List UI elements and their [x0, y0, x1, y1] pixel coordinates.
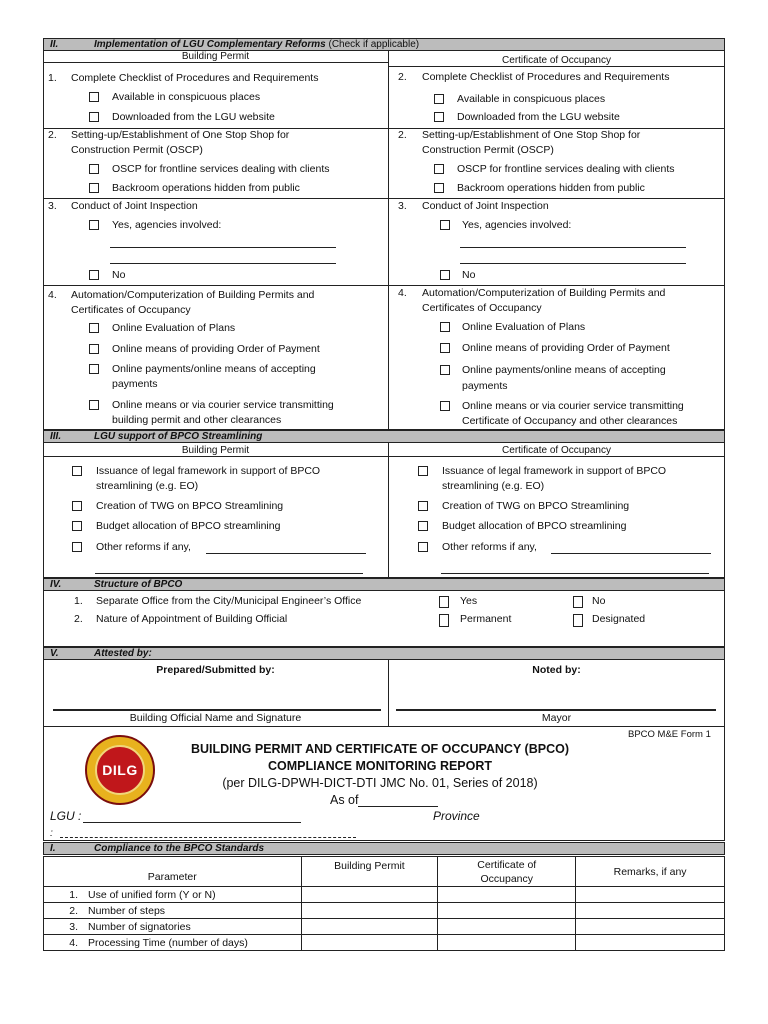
- bp-checkbox-order-payment[interactable]: [89, 344, 99, 354]
- co-support-other: Other reforms if any,: [442, 541, 537, 553]
- appointment-permanent-label: Permanent: [460, 613, 512, 625]
- bp-item-1-number: 1.: [48, 72, 57, 84]
- bp-support-legal-line1: Issuance of legal framework in support of BPCO: [96, 465, 321, 477]
- form-number: BPCO M&E Form 1: [628, 729, 711, 740]
- report-title-line3: (per DILG-DPWH-DICT-DTI JMC No. 01, Series of 2018): [222, 776, 538, 790]
- section-2-co-header: Certificate of Occupancy: [388, 50, 725, 67]
- as-of-date-field[interactable]: [358, 806, 438, 807]
- co-checkbox-available[interactable]: [434, 94, 444, 104]
- section-2-title-text: Implementation of LGU Complementary Reforms: [94, 39, 326, 50]
- checkbox-separate-office-yes[interactable]: [439, 596, 449, 608]
- remarks-cell[interactable]: [576, 887, 725, 903]
- dilg-logo: [85, 735, 155, 805]
- co-support-twg: Creation of TWG on BPCO Streamlining: [442, 500, 630, 512]
- bp-option-online-payments-line1: Online payments/online means of accepting: [112, 363, 316, 375]
- co-checkbox-oscp-frontline[interactable]: [434, 164, 444, 174]
- bp-checkbox-downloaded[interactable]: [89, 112, 99, 122]
- section-3-divider: [388, 442, 389, 578]
- table-row: [44, 887, 725, 903]
- section-3-bp-header: Building Permit: [43, 444, 388, 457]
- co-option-available: Available in conspicuous places: [457, 93, 606, 105]
- bp-option-inspection-no: No: [112, 269, 126, 281]
- co-checkbox-inspection-no[interactable]: [440, 270, 450, 280]
- co-option-oscp-frontline: OSCP for frontline services dealing with clients: [457, 163, 675, 175]
- bp-checkbox-oscp-frontline[interactable]: [89, 164, 99, 174]
- section-2-note: (Check if applicable): [328, 39, 420, 50]
- co-other-reforms-line-1[interactable]: [551, 553, 711, 554]
- co-value-cell[interactable]: [438, 887, 576, 903]
- prepared-by-label: Prepared/Submitted by:: [156, 664, 275, 676]
- structure-row-2-number: 2.: [74, 613, 83, 625]
- checkbox-separate-office-no[interactable]: [573, 596, 583, 608]
- bp-support-legal-line2: streamlining (e.g. EO): [96, 480, 199, 492]
- co-checkbox-other-reforms[interactable]: [418, 542, 428, 552]
- province-colon: :: [50, 827, 53, 839]
- bp-option-available: Available in conspicuous places: [112, 91, 261, 103]
- bp-value-cell[interactable]: [301, 935, 438, 951]
- dilg-seal-icon: [95, 745, 145, 795]
- dilg-logo-text: DILG: [102, 762, 138, 778]
- table-row: [44, 919, 725, 935]
- bp-other-reforms-line-1[interactable]: [206, 553, 366, 554]
- co-item-1-number: 2.: [398, 71, 407, 83]
- bp-item-2-label-line2: Construction Permit (OSCP): [71, 144, 203, 156]
- checkbox-appointment-permanent[interactable]: [439, 614, 449, 627]
- co-checkbox-budget[interactable]: [418, 521, 428, 531]
- bp-checkbox-inspection-yes[interactable]: [89, 220, 99, 230]
- co-option-downloaded: Downloaded from the LGU website: [457, 111, 620, 123]
- separate-office-no-label: No: [592, 595, 606, 607]
- co-option-courier-line2: Certificate of Occupancy and other clearances: [462, 415, 678, 427]
- bp-option-oscp-frontline: OSCP for frontline services dealing with clients: [112, 163, 330, 175]
- co-checkbox-order-payment[interactable]: [440, 343, 450, 353]
- section-1-number: I.: [50, 843, 56, 854]
- parameter-cell: [44, 919, 302, 935]
- co-checkbox-online-payments[interactable]: [440, 365, 450, 375]
- section-1-header: [43, 842, 725, 855]
- section-5-number: V.: [50, 648, 59, 659]
- bp-option-online-eval: Online Evaluation of Plans: [112, 322, 236, 334]
- co-support-legal-line1: Issuance of legal framework in support of BPCO: [442, 465, 667, 477]
- header-building-permit: Building Permit: [301, 857, 438, 887]
- bp-support-other: Other reforms if any,: [96, 541, 191, 553]
- bp-checkbox-courier[interactable]: [89, 400, 99, 410]
- co-checkbox-twg[interactable]: [418, 501, 428, 511]
- bp-support-budget: Budget allocation of BPCO streamlining: [96, 520, 281, 532]
- co-checkbox-legal-framework[interactable]: [418, 466, 428, 476]
- section-3-title: LGU support of BPCO Streamlining: [94, 431, 263, 442]
- section-2-divider: [388, 50, 389, 430]
- bp-checkbox-legal-framework[interactable]: [72, 466, 82, 476]
- structure-row-2-label: Nature of Appointment of Building Official: [96, 613, 288, 625]
- bp-value-cell[interactable]: [301, 919, 438, 935]
- remarks-cell[interactable]: [576, 919, 725, 935]
- co-checkbox-online-eval[interactable]: [440, 322, 450, 332]
- bp-option-backroom: Backroom operations hidden from public: [112, 182, 300, 194]
- co-item-1-label: Complete Checklist of Procedures and Requirements: [422, 71, 670, 83]
- checkbox-appointment-designated[interactable]: [573, 614, 583, 627]
- co-agencies-line-1[interactable]: [460, 247, 686, 248]
- header-remarks: Remarks, if any: [576, 857, 725, 887]
- parameter-cell: [44, 887, 302, 903]
- row-number: 2.: [69, 904, 78, 917]
- province-field[interactable]: [60, 837, 356, 838]
- co-item-4-number: 4.: [398, 287, 407, 299]
- bp-agencies-line-1[interactable]: [110, 247, 336, 248]
- section-2-number: II.: [50, 39, 59, 50]
- parameter-cell: [44, 903, 302, 919]
- report-title-line1: BUILDING PERMIT AND CERTIFICATE OF OCCUPANCY (BPCO): [190, 742, 569, 756]
- bp-checkbox-inspection-no[interactable]: [89, 270, 99, 280]
- row-label: Number of steps: [88, 904, 166, 917]
- remarks-cell[interactable]: [576, 935, 725, 951]
- co-value-cell[interactable]: [438, 903, 576, 919]
- bp-agencies-line-2[interactable]: [110, 263, 336, 264]
- bp-option-online-payments-line2: payments: [112, 378, 158, 390]
- row-number: 3.: [69, 920, 78, 933]
- section-3-co-header: Certificate of Occupancy: [388, 444, 725, 457]
- co-item-2-label-line1: Setting-up/Establishment of One Stop Shop for: [422, 129, 641, 141]
- bp-option-downloaded: Downloaded from the LGU website: [112, 111, 275, 123]
- structure-row-1-label: Separate Office from the City/Municipal Engineer’s Office: [96, 595, 362, 607]
- bp-checkbox-backroom[interactable]: [89, 183, 99, 193]
- header-certificate-occupancy: [438, 857, 576, 887]
- table-row: [44, 935, 725, 951]
- row-label: Processing Time (number of days): [88, 936, 248, 949]
- lgu-field[interactable]: [83, 822, 301, 823]
- section-5-title: Attested by:: [94, 648, 152, 659]
- bp-option-inspection-yes: Yes, agencies involved:: [112, 219, 222, 231]
- section-4-number: IV.: [50, 579, 62, 590]
- bp-value-cell[interactable]: [301, 903, 438, 919]
- compliance-table: [43, 856, 725, 951]
- co-option-backroom: Backroom operations hidden from public: [457, 182, 645, 194]
- co-item-4-label-line2: Certificates of Occupancy: [422, 302, 542, 314]
- co-value-cell[interactable]: [438, 935, 576, 951]
- header-parameter: Parameter: [44, 857, 302, 887]
- bp-item-2-label-line1: Setting-up/Establishment of One Stop Shop for: [71, 129, 290, 141]
- row-number: 1.: [69, 888, 78, 901]
- co-option-online-eval: Online Evaluation of Plans: [462, 321, 586, 333]
- co-option-inspection-no: No: [462, 269, 476, 281]
- co-other-reforms-line-2[interactable]: [441, 573, 709, 574]
- bp-other-reforms-line-2[interactable]: [95, 573, 363, 574]
- co-support-legal-line2: streamlining (e.g. EO): [442, 480, 545, 492]
- co-option-order-payment: Online means of providing Order of Payment: [462, 342, 670, 354]
- co-item-4-label-line1: Automation/Computerization of Building Permits and: [422, 287, 666, 299]
- bp-item-4-number: 4.: [48, 289, 57, 301]
- bp-item-4-label-line1: Automation/Computerization of Building Permits and: [71, 289, 315, 301]
- co-checkbox-downloaded[interactable]: [434, 112, 444, 122]
- bp-option-courier-line1: Online means or via courier service transmitting: [112, 399, 334, 411]
- lgu-label: LGU :: [50, 809, 82, 823]
- co-item-2-label-line2: Construction Permit (OSCP): [422, 144, 554, 156]
- bp-option-order-payment: Online means of providing Order of Payment: [112, 343, 320, 355]
- section-2-title: [94, 39, 419, 50]
- bp-checkbox-twg[interactable]: [72, 501, 82, 511]
- co-option-inspection-yes: Yes, agencies involved:: [462, 219, 572, 231]
- co-checkbox-inspection-yes[interactable]: [440, 220, 450, 230]
- parameter-cell: [44, 935, 302, 951]
- bp-value-cell[interactable]: [301, 887, 438, 903]
- bp-option-courier-line2: building permit and other clearances: [112, 414, 282, 426]
- row-label: Number of signatories: [88, 920, 191, 933]
- bp-item-3-label: Conduct of Joint Inspection: [71, 200, 198, 212]
- co-value-cell[interactable]: [438, 919, 576, 935]
- section-2-bp-header: Building Permit: [43, 50, 388, 63]
- province-label: Province: [433, 809, 480, 823]
- row-number: 4.: [69, 936, 78, 949]
- section-1-title: Compliance to the BPCO Standards: [94, 843, 265, 854]
- header-certificate-occupancy-text: Certificate of Occupancy: [477, 858, 537, 885]
- separate-office-yes-label: Yes: [460, 595, 478, 607]
- table-row: [44, 903, 725, 919]
- co-agencies-line-2[interactable]: [460, 263, 686, 264]
- bp-checkbox-online-payments[interactable]: [89, 364, 99, 374]
- bp-item-4-label-line2: Certificates of Occupancy: [71, 304, 191, 316]
- section-3-number: III.: [50, 431, 62, 442]
- bp-support-twg: Creation of TWG on BPCO Streamlining: [96, 500, 284, 512]
- section-4-title: Structure of BPCO: [94, 579, 183, 590]
- bp-item-3-number: 3.: [48, 200, 57, 212]
- appointment-designated-label: Designated: [592, 613, 646, 625]
- bp-checkbox-online-eval[interactable]: [89, 323, 99, 333]
- building-official-caption: Building Official Name and Signature: [129, 712, 302, 724]
- bp-checkbox-available[interactable]: [89, 92, 99, 102]
- table-header-row: [44, 857, 725, 887]
- report-title-line2: COMPLIANCE MONITORING REPORT: [267, 759, 493, 773]
- mayor-caption: Mayor: [541, 712, 572, 724]
- co-item-3-label: Conduct of Joint Inspection: [422, 200, 549, 212]
- co-item-3-number: 3.: [398, 200, 407, 212]
- co-checkbox-courier[interactable]: [440, 401, 450, 411]
- row-label: Use of unified form (Y or N): [88, 888, 216, 901]
- bp-item-2-number: 2.: [48, 129, 57, 141]
- structure-row-1-number: 1.: [74, 595, 83, 607]
- co-support-budget: Budget allocation of BPCO streamlining: [442, 520, 627, 532]
- co-item-2-number: 2.: [398, 129, 407, 141]
- co-option-courier-line1: Online means or via courier service transmitting: [462, 400, 684, 412]
- bp-item-1-label: Complete Checklist of Procedures and Requirements: [71, 72, 319, 84]
- bp-checkbox-budget[interactable]: [72, 521, 82, 531]
- co-option-online-payments-line1: Online payments/online means of accepting: [462, 364, 666, 376]
- co-checkbox-backroom[interactable]: [434, 183, 444, 193]
- noted-by-label: Noted by:: [532, 664, 581, 676]
- remarks-cell[interactable]: [576, 903, 725, 919]
- as-of-label: As of: [330, 793, 359, 807]
- co-option-online-payments-line2: payments: [462, 380, 508, 392]
- bp-checkbox-other-reforms[interactable]: [72, 542, 82, 552]
